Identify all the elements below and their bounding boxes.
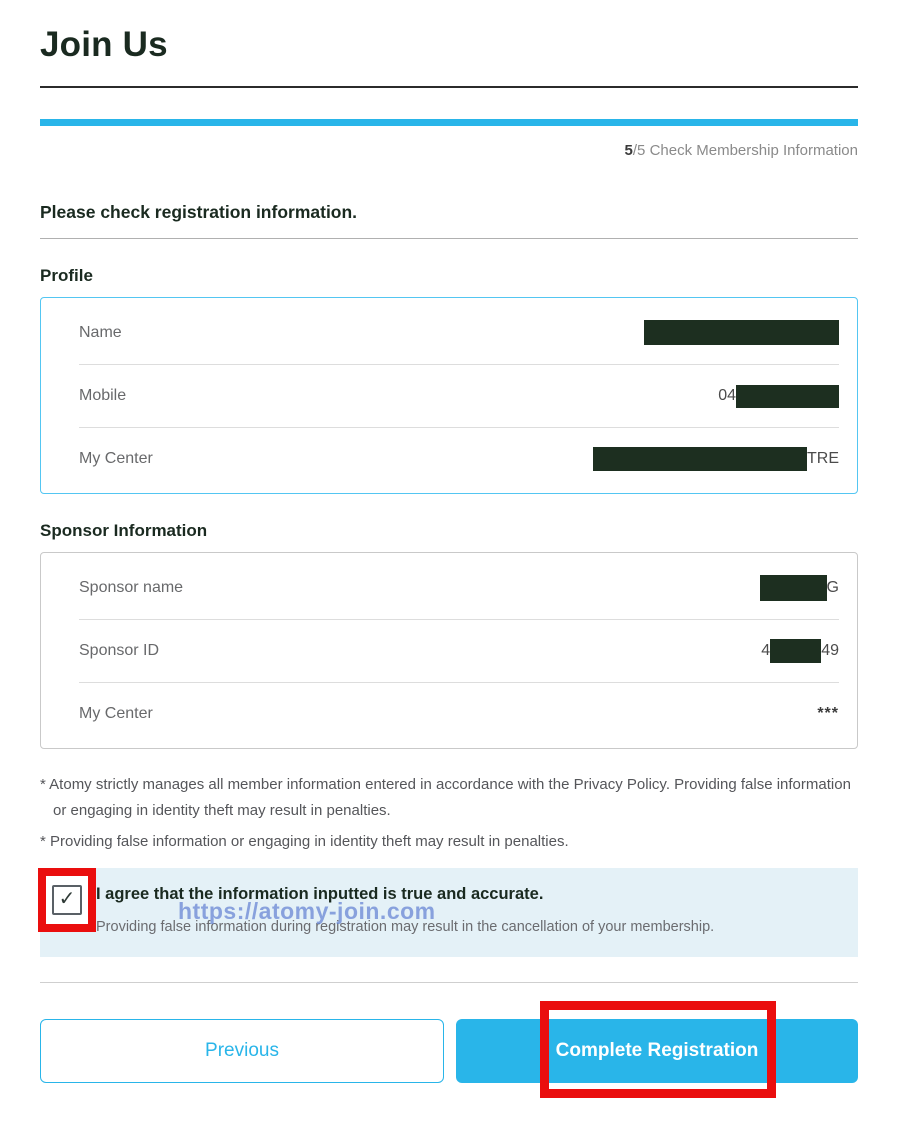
profile-row-my-center [79, 427, 839, 490]
join-us-page [0, 24, 900, 1113]
profile-row-name [79, 301, 839, 364]
name-value [644, 320, 839, 345]
checkmark-icon: ✓ [58, 888, 76, 910]
privacy-note-1: * Atomy strictly manages all member information entered in accordance with the Privacy Policy. Providing false information or engaging in identity theft may result in penalties. [40, 776, 851, 819]
previous-button[interactable]: Previous [40, 1019, 444, 1083]
sponsor-id-prefix: 4 [761, 642, 771, 659]
mobile-value-prefix: 04 [718, 387, 736, 404]
sponsor-id-redaction-bar [770, 639, 821, 663]
privacy-note-2: * Providing false information or engaging in identity theft may result in penalties. [40, 833, 569, 850]
my-center-value-suffix: TRE [807, 450, 839, 467]
sponsor-name-redaction-bar [760, 575, 827, 601]
sponsor-name-suffix: G [826, 578, 839, 596]
step-indicator [40, 141, 858, 161]
sponsor-my-center-value [817, 705, 839, 723]
sponsor-section-heading: Sponsor Information [40, 521, 208, 540]
my-center-redaction-bar [593, 447, 807, 471]
button-row [40, 1019, 858, 1083]
checkbox-red-highlight [38, 868, 96, 932]
mobile-redaction-bar [736, 385, 839, 408]
my-center-label: My Center [79, 450, 153, 467]
check-registration-heading: Please check registration information. [40, 202, 358, 222]
mobile-value [718, 385, 839, 408]
step-current-number: 5 [624, 142, 633, 159]
agree-label: I agree that the information inputted is true and accurate. [96, 885, 544, 903]
profile-section-heading: Profile [40, 266, 93, 285]
sponsor-id-suffix: 49 [821, 642, 839, 659]
profile-info-box [40, 297, 858, 494]
sponsor-my-center-masked-value: *** [817, 705, 839, 722]
name-label: Name [79, 323, 122, 341]
agree-note: Providing false information during registration may result in the cancellation of your membership. [96, 919, 715, 935]
sponsor-id-value [761, 639, 839, 663]
sponsor-name-value [760, 575, 839, 601]
agree-checkbox[interactable] [52, 885, 82, 915]
sponsor-id-label: Sponsor ID [79, 642, 160, 659]
sponsor-name-label: Sponsor name [79, 578, 184, 596]
sponsor-my-center-label: My Center [79, 705, 153, 722]
name-redaction-bar [644, 320, 839, 345]
privacy-notes [40, 772, 858, 855]
page-title: Join Us [40, 25, 168, 64]
agreement-panel [40, 868, 858, 957]
progress-bar-step-5-of-5 [40, 119, 858, 126]
step-indicator-label: /5 Check Membership Information [632, 142, 858, 159]
profile-row-mobile [79, 364, 839, 427]
sponsor-row-name [79, 556, 839, 619]
title-divider [40, 86, 858, 88]
sponsor-info-box [40, 552, 858, 749]
my-center-value [593, 447, 839, 471]
footer-divider [40, 982, 858, 983]
complete-registration-button[interactable]: Complete Registration [456, 1019, 858, 1083]
sponsor-row-my-center [79, 682, 839, 745]
sponsor-row-id [79, 619, 839, 682]
subtitle-divider [40, 238, 858, 239]
watermark-url: https://atomy-join.com [178, 898, 436, 924]
mobile-label: Mobile [79, 387, 127, 404]
